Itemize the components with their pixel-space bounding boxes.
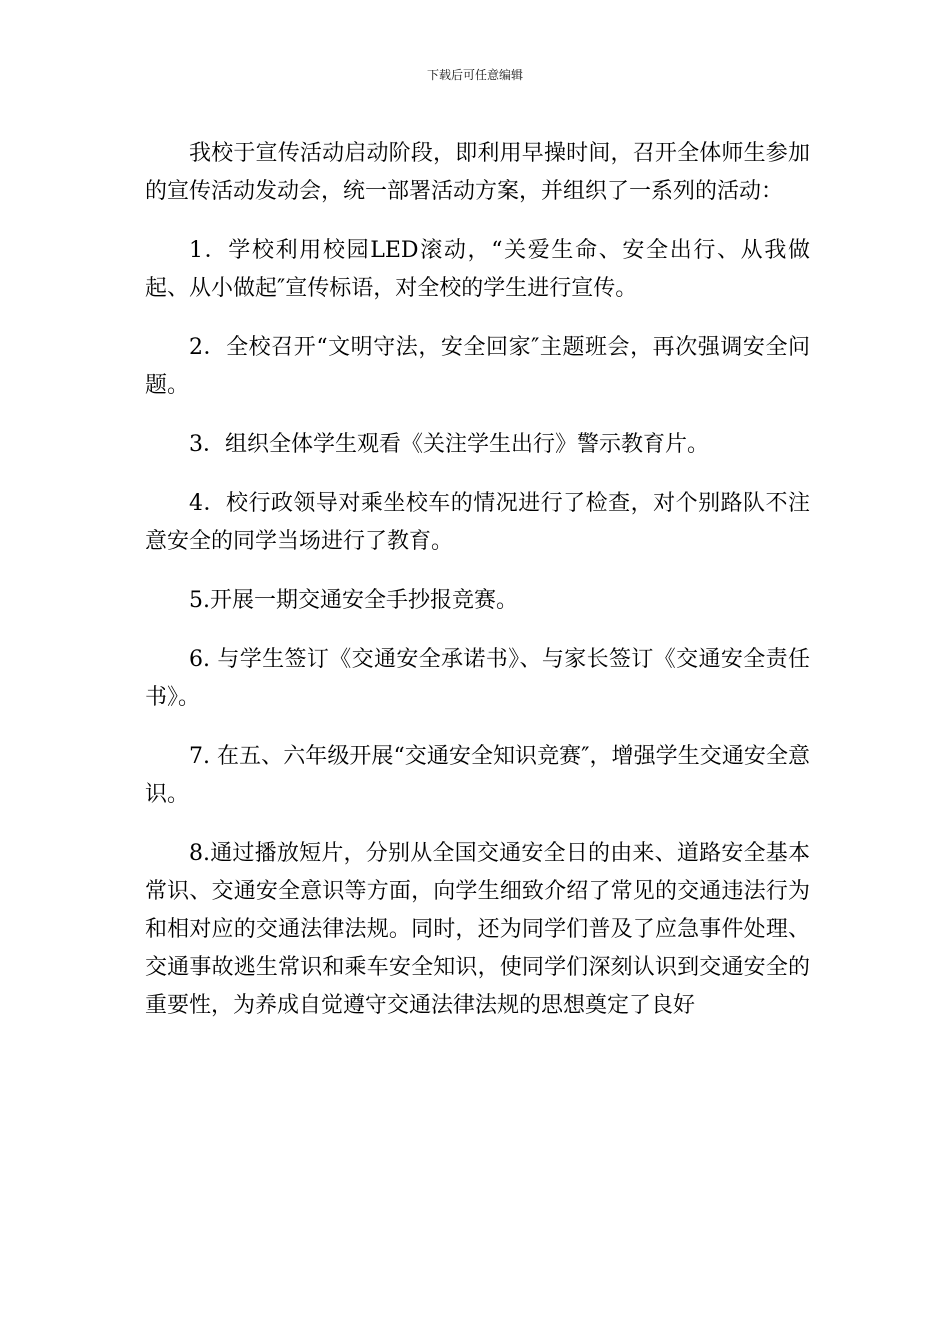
paragraph-item-8: 8.通过播放短片，分别从全国交通安全日的由来、道路安全基本常识、交通安全意识等方面，向学生细致介绍了常见的交通违法行为和相对应的交通法律法规。同时，还为同学们普及了应急事件处理、交通事故逃生常识和乘车安全知识，使同学们深刻认识到交通安全的重要性，为养成自觉遵守交通法律法规的思想奠定了良好 (145, 841, 810, 1018)
paragraph-item-2: 2．全校召开“文明守法，安全回家″主题班会，再次强调安全问题。 (145, 335, 810, 398)
document-body (145, 135, 810, 1046)
paragraph-item-6: 6. 与学生签订《交通安全承诺书》、与家长签订《交通安全责任书》。 (145, 647, 810, 710)
paragraph-item-1: 1．学校利用校园LED滚动，“关爱生命、安全出行、从我做起、从小做起″宣传标语，对全校的学生进行宣传。 (145, 238, 810, 301)
paragraph-item-5: 5.开展一期交通安全手抄报竞赛。 (189, 588, 518, 613)
paragraph-item-3: 3．组织全体学生观看《关注学生出行》警示教育片。 (189, 432, 709, 457)
paragraph-item-7: 7. 在五、六年级开展“交通安全知识竞赛″，增强学生交通安全意识。 (145, 744, 810, 807)
page-header-note: 下载后可任意编辑 (426, 68, 523, 82)
paragraph-intro: 我校于宣传活动启动阶段，即利用早操时间，召开全体师生参加的宣传活动发动会，统一部署活动方案，并组织了一系列的活动： (145, 141, 810, 204)
paragraph-item-4: 4．校行政领导对乘坐校车的情况进行了检查，对个别路队不注意安全的同学当场进行了教育。 (145, 491, 810, 554)
